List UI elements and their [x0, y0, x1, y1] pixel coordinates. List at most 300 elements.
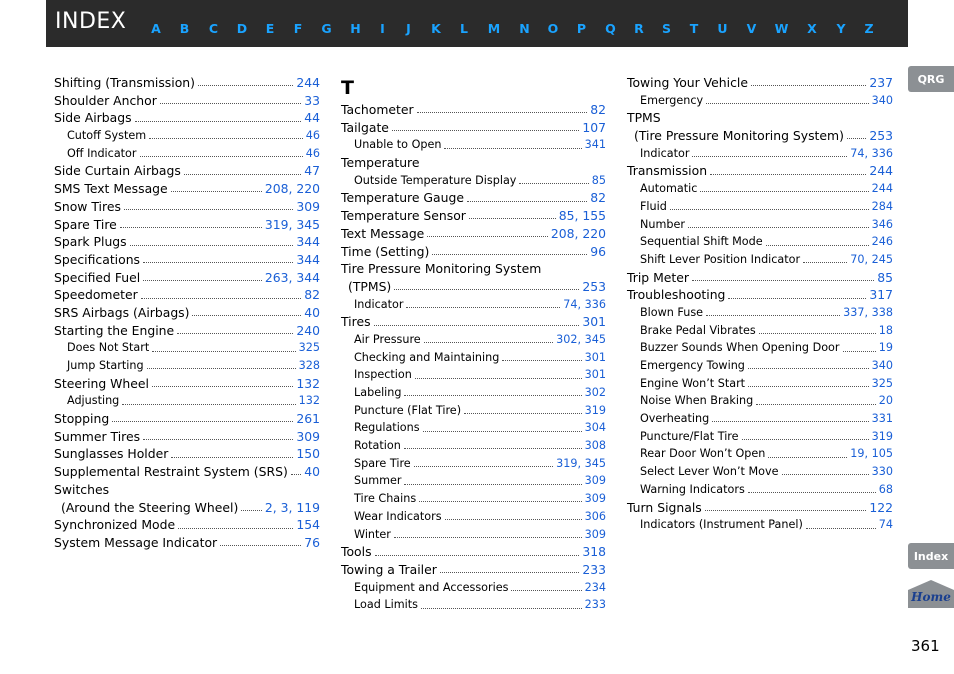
index-entry: [341, 225, 606, 243]
index-subentry: [54, 145, 320, 163]
index-entry: [54, 198, 320, 216]
index-entry: [341, 243, 606, 261]
page-link[interactable]: 237: [869, 75, 893, 90]
leader-dots: [748, 386, 869, 387]
page-link[interactable]: 301: [584, 368, 606, 382]
index-entry: [54, 322, 320, 340]
page-link[interactable]: 40: [304, 464, 320, 480]
page-link[interactable]: 208, 220: [550, 225, 606, 241]
entry-label: Fluid: [640, 199, 667, 213]
entry-label: Trip Meter: [627, 269, 689, 285]
page-link[interactable]: 344: [296, 234, 320, 250]
page-link[interactable]: 122: [869, 499, 893, 515]
index-entry: [54, 286, 320, 304]
page-link[interactable]: 253: [869, 128, 893, 144]
index-subentry: [341, 349, 606, 367]
index-entry: [341, 561, 606, 579]
entry-label: Transmission: [627, 163, 708, 179]
entry-label: Towing a Trailer: [341, 561, 437, 577]
home-icon: [908, 580, 954, 608]
entry-label: Engine Won’t Start: [640, 376, 746, 390]
page-link[interactable]: 309: [296, 428, 320, 444]
page-link[interactable]: 319, 345: [264, 216, 320, 232]
home-button[interactable]: [908, 580, 954, 608]
index-subentry: [627, 375, 893, 393]
leader-dots: [178, 528, 293, 529]
alphabet-nav: [142, 21, 883, 36]
index-entry: [54, 109, 320, 127]
index-subentry: [341, 366, 606, 384]
page-link[interactable]: 70, 245: [850, 252, 893, 266]
index-subentry: [341, 508, 606, 526]
entry-label: Equipment and Accessories: [354, 580, 509, 594]
entry-label: Specifications: [54, 251, 141, 267]
index-subentry: [341, 490, 606, 508]
leader-dots: [192, 315, 301, 316]
entry-label: Troubleshooting: [627, 287, 726, 303]
page-link[interactable]: 263, 344: [264, 269, 320, 285]
leader-dots: [700, 191, 868, 192]
index-column-1: [54, 74, 320, 552]
page-link[interactable]: 309: [584, 527, 606, 541]
letter-link-n[interactable]: N: [519, 21, 530, 36]
entry-label: Spark Plugs: [54, 234, 127, 250]
letter-link-o[interactable]: O: [547, 21, 559, 36]
index-entry: [54, 162, 320, 180]
entry-label: Regulations: [354, 421, 420, 435]
page-link[interactable]: 44: [304, 110, 320, 126]
leader-dots: [445, 519, 582, 520]
letter-link-e[interactable]: E: [265, 21, 275, 36]
page-link[interactable]: 74, 336: [563, 297, 606, 311]
page-link[interactable]: 132: [298, 394, 320, 408]
section-letter: T: [341, 77, 354, 99]
entry-label: Indicator: [640, 146, 690, 160]
letter-link-j[interactable]: J: [406, 21, 411, 36]
letter-link-l[interactable]: L: [460, 21, 468, 36]
page-link[interactable]: 244: [296, 75, 320, 90]
entry-label: Switches: [54, 481, 110, 497]
index-subentry: [54, 392, 320, 410]
entry-label: (Tire Pressure Monitoring System): [634, 128, 844, 144]
entry-label: Snow Tires: [54, 198, 121, 214]
page-link[interactable]: 317: [869, 287, 893, 303]
page-link[interactable]: 20: [878, 394, 893, 408]
index-entry: [54, 180, 320, 198]
index-entry: [627, 499, 893, 517]
entry-label: Off Indicator: [67, 146, 137, 160]
page-link[interactable]: 330: [871, 465, 893, 479]
index-entry: [54, 428, 320, 446]
page-link[interactable]: 82: [590, 190, 606, 206]
leader-dots: [147, 368, 296, 369]
entry-label: Tachometer: [341, 102, 414, 117]
index-entry: [54, 499, 320, 517]
leader-dots: [404, 395, 581, 396]
leader-dots: [748, 492, 876, 493]
entry-label: Speedometer: [54, 287, 138, 303]
page-link[interactable]: 240: [296, 322, 320, 338]
entry-label: Tire Pressure Monitoring System: [341, 261, 542, 277]
page-link[interactable]: 301: [584, 350, 606, 364]
page-link[interactable]: 261: [296, 411, 320, 427]
letter-link-b[interactable]: B: [179, 21, 190, 36]
page-title: INDEX: [55, 9, 127, 34]
index-entry: [341, 189, 606, 207]
index-subentry: [627, 428, 893, 446]
leader-dots: [706, 315, 840, 316]
index-subentry: [627, 445, 893, 463]
page-link[interactable]: 40: [304, 304, 320, 320]
index-entry: [627, 127, 893, 145]
entry-label: Does Not Start: [67, 341, 150, 355]
page-link[interactable]: 246: [871, 235, 893, 249]
leader-dots: [143, 262, 293, 263]
leader-dots: [751, 85, 866, 86]
index-entry: [341, 101, 606, 119]
letter-link-v[interactable]: V: [746, 21, 757, 36]
entry-label: Rotation: [354, 439, 401, 453]
index-entry: [341, 278, 606, 296]
entry-label: Sequential Shift Mode: [640, 235, 763, 249]
entry-label: Warning Indicators: [640, 482, 745, 496]
page-link[interactable]: 82: [590, 102, 606, 117]
leader-dots: [440, 572, 580, 573]
page-link[interactable]: 150: [296, 446, 320, 462]
letter-link-k[interactable]: K: [431, 21, 441, 36]
entry-label: Temperature Sensor: [341, 208, 466, 224]
entry-label: System Message Indicator: [54, 534, 218, 550]
page-link[interactable]: 233: [582, 561, 606, 577]
page-link[interactable]: 76: [304, 534, 320, 550]
leader-dots: [427, 236, 548, 237]
entry-label: Side Curtain Airbags: [54, 163, 181, 179]
page-link[interactable]: 46: [305, 146, 320, 160]
leader-dots: [291, 474, 301, 475]
index-subentry: [627, 304, 893, 322]
index-subentry: [627, 410, 893, 428]
index-entry: [341, 154, 606, 172]
index-entry: [54, 233, 320, 251]
page-link[interactable]: 19: [878, 341, 893, 355]
page-link[interactable]: 302, 345: [556, 332, 606, 346]
letter-link-w[interactable]: W: [774, 21, 789, 36]
index-entry: [627, 74, 893, 92]
page-link[interactable]: 319, 345: [556, 456, 606, 470]
page-link[interactable]: 319: [584, 403, 606, 417]
entry-label: (Around the Steering Wheel): [61, 499, 239, 515]
leader-dots: [782, 474, 869, 475]
leader-dots: [140, 156, 303, 157]
page-link[interactable]: 2, 3, 119: [264, 499, 320, 515]
letter-link-z[interactable]: Z: [864, 21, 874, 36]
page-link[interactable]: 154: [296, 517, 320, 533]
page-link[interactable]: 309: [584, 474, 606, 488]
page-link[interactable]: 208, 220: [264, 181, 320, 197]
leader-dots: [198, 85, 293, 86]
leader-dots: [112, 421, 293, 422]
index-subentry: [341, 579, 606, 597]
page-link[interactable]: 301: [582, 314, 606, 330]
page-link[interactable]: 346: [871, 217, 893, 231]
leader-dots: [803, 262, 847, 263]
entry-label: Winter: [354, 527, 391, 541]
entry-label: SRS Airbags (Airbags): [54, 304, 190, 320]
index-subentry: [341, 526, 606, 544]
leader-dots: [122, 404, 295, 405]
index-entry: [341, 119, 606, 137]
page-link[interactable]: 18: [878, 323, 893, 337]
page-link[interactable]: 47: [304, 163, 320, 179]
letter-link-c[interactable]: C: [208, 21, 219, 36]
entry-label: Supplemental Restraint System (SRS): [54, 464, 288, 480]
index-subentry: [341, 296, 606, 314]
page-link[interactable]: 318: [582, 544, 606, 560]
entry-label: Checking and Maintaining: [354, 350, 500, 364]
leader-dots: [374, 325, 580, 326]
entry-label: Side Airbags: [54, 110, 132, 126]
entry-label: Noise When Braking: [640, 394, 754, 408]
index-entry: [54, 304, 320, 322]
leader-dots: [847, 138, 866, 139]
leader-dots: [149, 138, 303, 139]
index-entry: [54, 269, 320, 287]
leader-dots: [748, 368, 869, 369]
entry-label: Summer Tires: [54, 428, 141, 444]
qrg-label: QRG: [917, 72, 945, 86]
letter-link-s[interactable]: S: [661, 21, 671, 36]
leader-dots: [728, 298, 866, 299]
index-entry: [341, 313, 606, 331]
leader-dots: [432, 254, 587, 255]
leader-dots: [710, 174, 866, 175]
leader-dots: [241, 510, 262, 511]
index-entry: [54, 251, 320, 269]
page-link[interactable]: 132: [296, 375, 320, 391]
leader-dots: [160, 103, 301, 104]
index-subentry: [627, 198, 893, 216]
letter-link-a[interactable]: A: [151, 21, 161, 36]
letter-link-q[interactable]: Q: [605, 21, 616, 36]
page-link[interactable]: 253: [582, 278, 606, 294]
page-link[interactable]: 74: [878, 518, 893, 532]
entry-label: Indicators (Instrument Panel): [640, 518, 803, 532]
letter-link-h[interactable]: H: [350, 21, 361, 36]
entry-label: Indicator: [354, 297, 404, 311]
page-link[interactable]: 19, 105: [850, 447, 893, 461]
page-link[interactable]: 85: [877, 269, 893, 285]
entry-label: Temperature Gauge: [341, 190, 464, 206]
leader-dots: [692, 280, 874, 281]
entry-label: SMS Text Message: [54, 181, 168, 197]
page-link[interactable]: 107: [582, 119, 606, 135]
letter-link-f[interactable]: F: [293, 21, 303, 36]
entry-label: Air Pressure: [354, 332, 421, 346]
leader-dots: [759, 333, 876, 334]
page-link[interactable]: 85: [591, 173, 606, 187]
index-subentry: [627, 322, 893, 340]
entry-label: Rear Door Won’t Open: [640, 447, 766, 461]
leader-dots: [130, 245, 294, 246]
page-link[interactable]: 306: [584, 509, 606, 523]
index-subentry: [627, 251, 893, 269]
page-link[interactable]: 319: [871, 429, 893, 443]
leader-dots: [143, 280, 262, 281]
page-link[interactable]: 344: [296, 251, 320, 267]
entry-label: Cutoff System: [67, 129, 147, 143]
leader-dots: [843, 351, 876, 352]
leader-dots: [394, 289, 579, 290]
leader-dots: [124, 209, 293, 210]
leader-dots: [421, 608, 582, 609]
entry-label: Emergency: [640, 93, 704, 107]
page-link[interactable]: 325: [871, 376, 893, 390]
page-link[interactable]: 85, 155: [558, 208, 606, 224]
letter-link-t[interactable]: T: [689, 21, 699, 36]
entry-label: Spare Tire: [54, 216, 117, 232]
leader-dots: [766, 245, 869, 246]
leader-dots: [120, 227, 262, 228]
entry-label: Inspection: [354, 368, 412, 382]
entry-label: Adjusting: [67, 394, 120, 408]
page-link[interactable]: 233: [584, 598, 606, 612]
index-column-2: [341, 75, 606, 614]
index-button[interactable]: [908, 543, 954, 569]
index-entry: [627, 162, 893, 180]
page-link[interactable]: 309: [296, 198, 320, 214]
leader-dots: [220, 545, 301, 546]
page-link[interactable]: 33: [304, 92, 320, 108]
leader-dots: [705, 510, 867, 511]
index-subentry: [341, 136, 606, 154]
letter-link-p[interactable]: P: [576, 21, 587, 36]
page-link[interactable]: 325: [298, 341, 320, 355]
leader-dots: [712, 421, 868, 422]
page-link[interactable]: 244: [871, 182, 893, 196]
leader-dots: [143, 439, 293, 440]
leader-dots: [670, 209, 869, 210]
letter-link-r[interactable]: R: [634, 21, 644, 36]
index-entry: [54, 375, 320, 393]
entry-label: Tailgate: [341, 119, 389, 135]
leader-dots: [768, 457, 847, 458]
entry-label: Number: [640, 217, 685, 231]
index-subentry: [54, 357, 320, 375]
index-entry: [54, 410, 320, 428]
page-number: 361: [911, 637, 940, 655]
leader-dots: [706, 103, 869, 104]
page-link[interactable]: 82: [304, 287, 320, 303]
entry-label: Sunglasses Holder: [54, 446, 169, 462]
index-entry: [54, 534, 320, 552]
page-link[interactable]: 74, 336: [850, 146, 893, 160]
page-link[interactable]: 308: [584, 439, 606, 453]
page-link[interactable]: 96: [590, 243, 606, 259]
entry-label: Summer: [354, 474, 402, 488]
entry-label: Temperature: [341, 155, 420, 171]
entry-label: Spare Tire: [354, 456, 411, 470]
page-link[interactable]: 304: [584, 421, 606, 435]
index-subentry: [341, 437, 606, 455]
entry-label: Jump Starting: [67, 359, 144, 372]
entry-label: Automatic: [640, 182, 698, 196]
leader-dots: [756, 404, 876, 405]
page-link[interactable]: 284: [871, 199, 893, 213]
qrg-button[interactable]: [908, 66, 954, 92]
letter-link-y[interactable]: Y: [836, 21, 846, 36]
page-link[interactable]: 234: [584, 580, 606, 594]
letter-link-d[interactable]: D: [236, 21, 248, 36]
leader-dots: [806, 528, 876, 529]
index-entry: [54, 216, 320, 234]
index-subentry: [341, 596, 606, 614]
leader-dots: [742, 439, 869, 440]
entry-label: Outside Temperature Display: [354, 173, 517, 187]
index-entry: [627, 109, 893, 127]
entry-label: Blown Fuse: [640, 305, 704, 319]
entry-label: Tires: [341, 314, 371, 330]
page-link[interactable]: 46: [305, 129, 320, 143]
index-subentry: [341, 172, 606, 190]
index-subentry: [341, 402, 606, 420]
letter-link-x[interactable]: X: [807, 21, 817, 36]
index-column-3: [627, 74, 893, 534]
leader-dots: [464, 413, 582, 414]
page-link[interactable]: 337, 338: [843, 305, 893, 319]
page-link[interactable]: 331: [871, 412, 893, 426]
entry-label: TPMS: [627, 110, 661, 126]
page-link[interactable]: 302: [584, 386, 606, 399]
index-entry: [54, 445, 320, 463]
entry-label: Synchronized Mode: [54, 517, 176, 533]
home-label: Home: [911, 590, 951, 604]
entry-label: Specified Fuel: [54, 269, 141, 285]
entry-label: Turn Signals: [627, 499, 702, 515]
index-subentry: [627, 481, 893, 499]
page-link[interactable]: 68: [878, 482, 893, 496]
leader-dots: [519, 183, 588, 184]
index-subentry: [627, 145, 893, 163]
index-entry: [341, 207, 606, 225]
leader-dots: [171, 457, 293, 458]
page-link[interactable]: 244: [869, 163, 893, 179]
letter-link-g[interactable]: G: [321, 21, 332, 36]
letter-link-u[interactable]: U: [717, 21, 728, 36]
index-subentry: [627, 392, 893, 410]
leader-dots: [469, 218, 556, 219]
entry-label: Steering Wheel: [54, 375, 149, 391]
index-entry: [627, 286, 893, 304]
letter-link-m[interactable]: M: [487, 21, 501, 36]
entry-label: Buzzer Sounds When Opening Door: [640, 341, 840, 355]
index-entry: [54, 516, 320, 534]
leader-dots: [406, 307, 560, 308]
index-subentry: [627, 463, 893, 481]
leader-dots: [141, 298, 302, 299]
leader-dots: [688, 227, 869, 228]
page-link[interactable]: 340: [871, 93, 893, 107]
page-link[interactable]: 340: [871, 359, 893, 372]
letter-link-i[interactable]: I: [380, 21, 385, 36]
page-link[interactable]: 328: [298, 359, 320, 372]
page-link[interactable]: 309: [584, 492, 606, 506]
leader-dots: [184, 174, 301, 175]
entry-label: Time (Setting): [341, 243, 430, 259]
page-link[interactable]: 341: [584, 138, 606, 152]
entry-label: Unable to Open: [354, 138, 442, 152]
index-subentry: [54, 127, 320, 145]
entry-label: Wear Indicators: [354, 509, 442, 523]
